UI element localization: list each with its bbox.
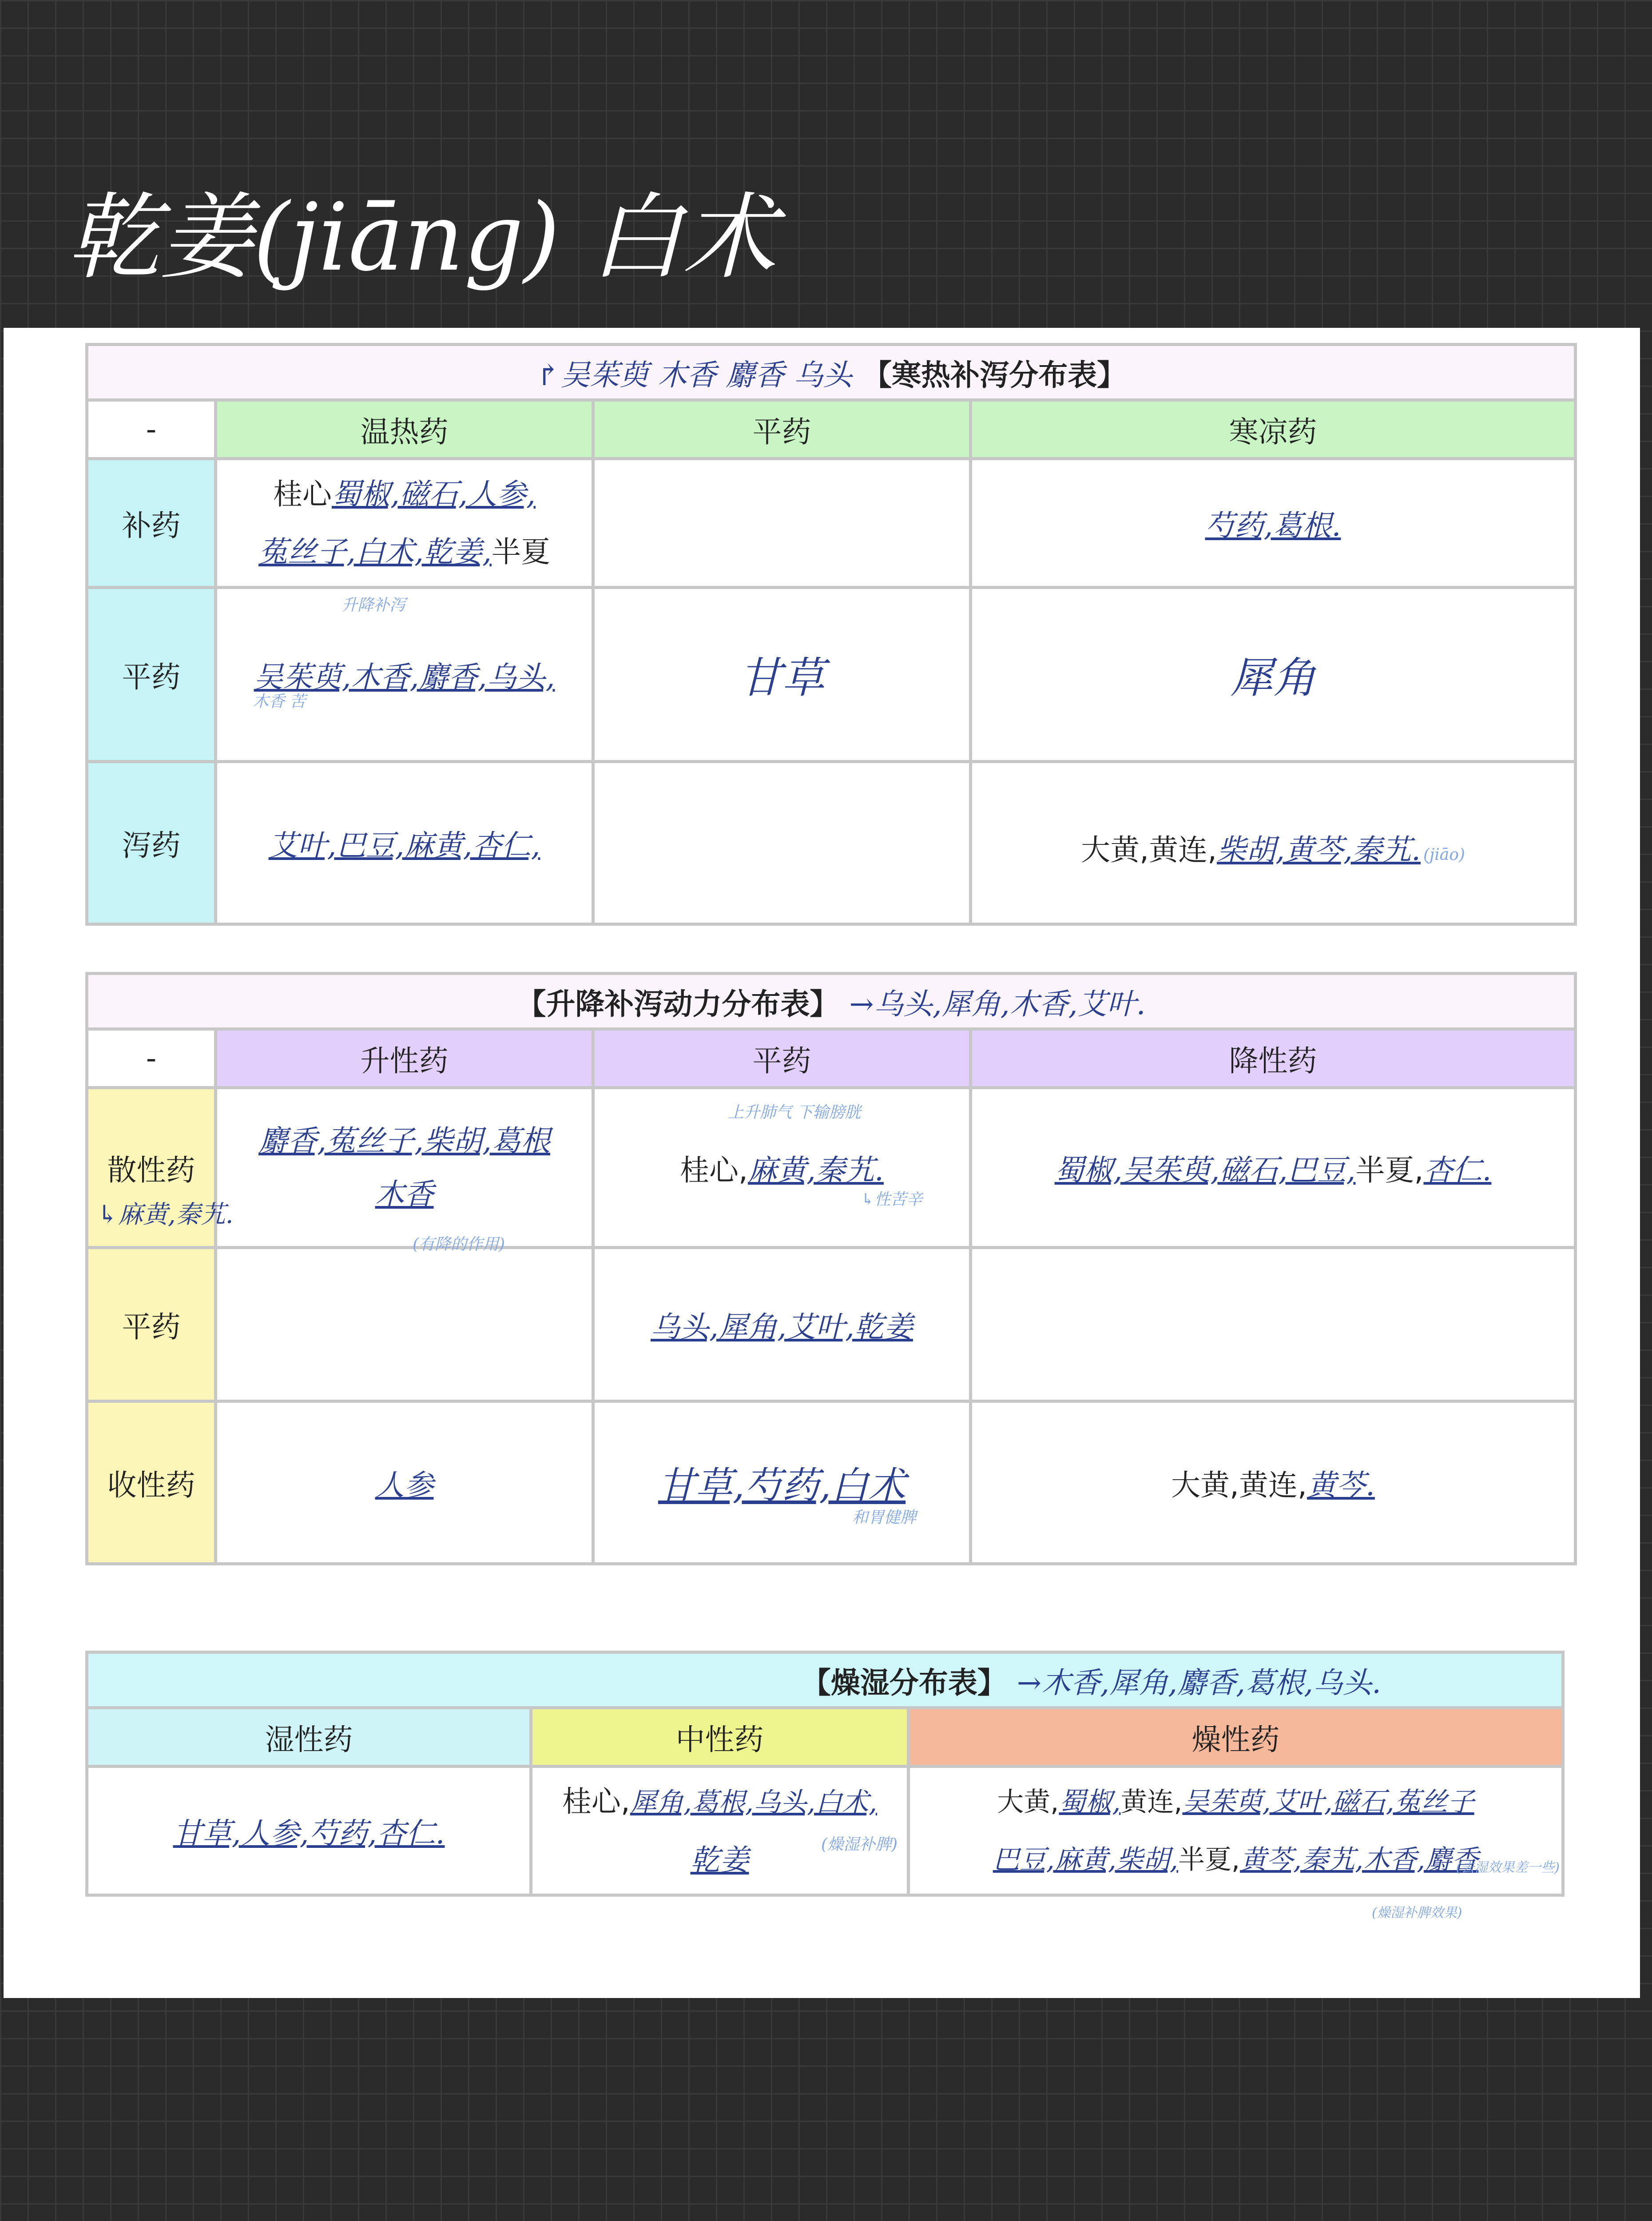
table1-row-neutral: 平药 — [87, 588, 216, 762]
table2-title: 【升降补泻动力分布表】 — [516, 987, 839, 1021]
white-sheet — [4, 328, 1640, 1998]
table1-tonify-cold: 芍药,葛根. — [971, 459, 1576, 588]
table3-neutral-note: (燥湿补脾) — [821, 1835, 898, 1854]
table1-title: 【寒热补泻分布表】 — [862, 358, 1127, 392]
table2-astringent-falling: 大黄,黄连,黄芩. — [971, 1401, 1576, 1564]
table1-neutral-cold: 犀角 — [971, 588, 1576, 762]
table1-row-purge: 泻药 — [87, 762, 216, 924]
table2-caption — [87, 974, 1576, 1029]
table1-row-tonify: 补药 — [87, 459, 216, 588]
table2-row-dispersing: 散性药 ↳麻黄,秦艽. — [87, 1088, 216, 1248]
table3-title: 【燥湿分布表】 — [801, 1665, 1007, 1700]
table2-astringent-rising: 人参 — [216, 1401, 593, 1564]
table3-dry-note-2: (燥湿补脾效果) — [1372, 1905, 1462, 1921]
table2-neutral-rising — [216, 1248, 593, 1401]
table2-corner: - — [87, 1029, 216, 1088]
table3-damp-cell: 甘草,人参,芍药,杏仁. — [87, 1767, 531, 1895]
table1-neutral-warm-note: 木香 苦 — [253, 693, 306, 711]
table2-row-neutral: 平药 — [87, 1248, 216, 1401]
table2-col-rising: 升性药 — [216, 1029, 593, 1088]
table1-purge-cold: 大黄,黄连,柴胡,黄芩,秦艽. (jiāo) — [971, 762, 1576, 924]
table3-neutral-cell: 桂心,犀角,葛根,乌头,白术, 乾姜 (燥湿补脾) — [531, 1767, 909, 1895]
table1-col-warm: 温热药 — [216, 400, 593, 459]
table3-col-neutral: 中性药 — [531, 1708, 909, 1767]
table3-caption — [87, 1652, 1563, 1708]
table2-col-falling: 降性药 — [971, 1029, 1576, 1088]
table1-tonify-warm-note: 升降补泻 — [342, 596, 406, 614]
table1-purge-neutral — [593, 762, 971, 924]
table2-dispersing-label-note: ↳麻黄,秦艽. — [97, 1200, 234, 1229]
table2-astringent-neutral: 甘草,芍药,白术 和胃健脾 — [593, 1401, 971, 1564]
table1-col-cold: 寒凉药 — [971, 400, 1576, 459]
table2-neutral-falling — [971, 1248, 1576, 1401]
cold-heat-table — [85, 343, 1577, 926]
table3-col-damp: 湿性药 — [87, 1708, 531, 1767]
table1-tonify-neutral — [593, 459, 971, 588]
table3-caption-note: →木香,犀角,麝香,葛根,乌头. — [1017, 1665, 1382, 1700]
table3-dry-cell: 大黄,蜀椒,黄连,吴茱萸,艾叶,磁石,菟丝子 巴豆,麻黄,柴胡,半夏,黄芩,秦艽,木香,麝香 (去湿效果差一些) (燥湿补脾效果) — [909, 1767, 1563, 1895]
table2-dispersing-neutral-note-bottom: ↳性苦辛 — [861, 1190, 923, 1209]
table1-tonify-warm: 桂心蜀椒,磁石,人参, 菟丝子,白术,乾姜,半夏 升降补泻 — [216, 459, 593, 588]
table1-neutral-neutral: 甘草 — [593, 588, 971, 762]
table1-caption — [87, 345, 1576, 400]
table1-purge-warm: 艾叶,巴豆,麻黄,杏仁, — [216, 762, 593, 924]
table2-dispersing-neutral-note-top: 上升肺气 下输膀胱 — [728, 1103, 861, 1122]
table2-dispersing-neutral: 上升肺气 下输膀胱 桂心,麻黄,秦艽. ↳性苦辛 — [593, 1088, 971, 1248]
table1-purge-cold-note: (jiāo) — [1423, 846, 1465, 864]
rise-fall-table — [85, 972, 1577, 1565]
table2-caption-note: →乌头,犀角,木香,艾叶. — [849, 987, 1146, 1021]
table1-neutral-warm: 吴茱萸,木香,麝香,乌头, 木香 苦 — [216, 588, 593, 762]
table2-dispersing-falling: 蜀椒,吴茱萸,磁石,巴豆,半夏,杏仁. — [971, 1088, 1576, 1248]
table2-row-astringent: 收性药 — [87, 1401, 216, 1564]
table2-astringent-neutral-note: 和胃健脾 — [852, 1509, 917, 1527]
table2-dispersing-rising: 麝香,菟丝子,柴胡,葛根 木香 (有降的作用) — [216, 1088, 593, 1248]
table1-caption-note: ↱吴茱萸 木香 麝香 乌头 — [536, 358, 853, 392]
table2-dispersing-rising-note: (有降的作用) — [413, 1235, 505, 1254]
table2-col-neutral: 平药 — [593, 1029, 971, 1088]
page-heading: 乾姜(jiāng) 白术 — [67, 183, 776, 292]
table3-col-dry: 燥性药 — [909, 1708, 1563, 1767]
table1-col-neutral: 平药 — [593, 400, 971, 459]
table3-dry-note: (去湿效果差一些) — [1456, 1860, 1560, 1875]
table2-neutral-neutral: 乌头,犀角,艾叶,乾姜 — [593, 1248, 971, 1401]
dry-damp-table — [85, 1651, 1565, 1921]
table1-corner: - — [87, 400, 216, 459]
